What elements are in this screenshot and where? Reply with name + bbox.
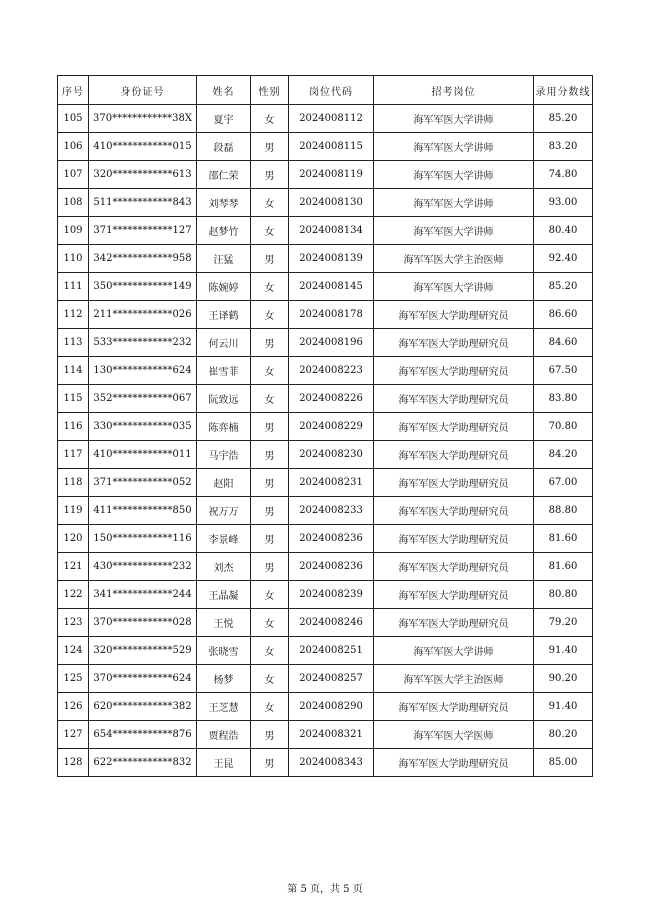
cell-score: 74.80 bbox=[534, 161, 593, 189]
cell-id-number: 371************127 bbox=[89, 217, 197, 245]
cell-index: 117 bbox=[58, 441, 89, 469]
page-number: 第 5 页，共 5 页 bbox=[287, 884, 363, 895]
cell-score: 81.60 bbox=[534, 553, 593, 581]
cell-index: 110 bbox=[58, 245, 89, 273]
cell-post: 海军军医大学助理研究员 bbox=[374, 553, 534, 581]
cell-score: 79.20 bbox=[534, 609, 593, 637]
cell-post-code: 2024008134 bbox=[289, 217, 374, 245]
cell-index: 119 bbox=[58, 497, 89, 525]
cell-id-number: 320************613 bbox=[89, 161, 197, 189]
cell-score: 70.80 bbox=[534, 413, 593, 441]
cell-index: 108 bbox=[58, 189, 89, 217]
cell-id-number: 370************38X bbox=[89, 105, 197, 133]
cell-id-number: 654************876 bbox=[89, 721, 197, 749]
cell-score: 67.00 bbox=[534, 469, 593, 497]
cell-post-code: 2024008343 bbox=[289, 749, 374, 777]
cell-post: 海军军医大学助理研究员 bbox=[374, 581, 534, 609]
cell-gender: 女 bbox=[251, 357, 289, 385]
cell-score: 85.20 bbox=[534, 105, 593, 133]
cell-index: 111 bbox=[58, 273, 89, 301]
cell-id-number: 370************624 bbox=[89, 665, 197, 693]
table-row bbox=[58, 385, 593, 413]
cell-post: 海军军医大学讲师 bbox=[374, 217, 534, 245]
admission-score-table bbox=[57, 75, 593, 777]
header-gender: 性别 bbox=[251, 76, 289, 105]
table-row bbox=[58, 133, 593, 161]
cell-index: 125 bbox=[58, 665, 89, 693]
header-name: 姓名 bbox=[197, 76, 251, 105]
cell-post-code: 2024008178 bbox=[289, 301, 374, 329]
cell-id-number: 130************624 bbox=[89, 357, 197, 385]
table-row bbox=[58, 665, 593, 693]
cell-gender: 女 bbox=[251, 301, 289, 329]
table-row bbox=[58, 525, 593, 553]
cell-post: 海军军医大学助理研究员 bbox=[374, 301, 534, 329]
cell-score: 85.20 bbox=[534, 273, 593, 301]
header-score: 录用分数线 bbox=[534, 76, 593, 105]
cell-post: 海军军医大学讲师 bbox=[374, 105, 534, 133]
cell-id-number: 371************052 bbox=[89, 469, 197, 497]
table-header-row bbox=[58, 76, 593, 105]
table-row bbox=[58, 301, 593, 329]
table-row bbox=[58, 581, 593, 609]
cell-name: 张晓雪 bbox=[197, 637, 251, 665]
cell-name: 马宇浩 bbox=[197, 441, 251, 469]
cell-gender: 男 bbox=[251, 133, 289, 161]
cell-score: 85.00 bbox=[534, 749, 593, 777]
table-row bbox=[58, 217, 593, 245]
cell-id-number: 350************149 bbox=[89, 273, 197, 301]
cell-id-number: 352************067 bbox=[89, 385, 197, 413]
table-row bbox=[58, 189, 593, 217]
cell-name: 王芝慧 bbox=[197, 693, 251, 721]
cell-gender: 男 bbox=[251, 553, 289, 581]
cell-post-code: 2024008112 bbox=[289, 105, 374, 133]
cell-index: 118 bbox=[58, 469, 89, 497]
cell-name: 刘琴琴 bbox=[197, 189, 251, 217]
cell-id-number: 411************850 bbox=[89, 497, 197, 525]
cell-post-code: 2024008196 bbox=[289, 329, 374, 357]
cell-name: 陈婉婷 bbox=[197, 273, 251, 301]
cell-gender: 男 bbox=[251, 413, 289, 441]
cell-post: 海军军医大学助理研究员 bbox=[374, 469, 534, 497]
cell-post: 海军军医大学助理研究员 bbox=[374, 693, 534, 721]
table-row bbox=[58, 637, 593, 665]
cell-post: 海军军医大学医师 bbox=[374, 721, 534, 749]
cell-name: 刘杰 bbox=[197, 553, 251, 581]
cell-post-code: 2024008226 bbox=[289, 385, 374, 413]
table-row bbox=[58, 749, 593, 777]
cell-name: 段磊 bbox=[197, 133, 251, 161]
cell-post-code: 2024008231 bbox=[289, 469, 374, 497]
cell-name: 王译鹤 bbox=[197, 301, 251, 329]
cell-id-number: 341************244 bbox=[89, 581, 197, 609]
cell-index: 122 bbox=[58, 581, 89, 609]
cell-gender: 女 bbox=[251, 609, 289, 637]
cell-index: 112 bbox=[58, 301, 89, 329]
cell-index: 106 bbox=[58, 133, 89, 161]
cell-post-code: 2024008230 bbox=[289, 441, 374, 469]
cell-post: 海军军医大学助理研究员 bbox=[374, 329, 534, 357]
cell-id-number: 330************035 bbox=[89, 413, 197, 441]
cell-gender: 男 bbox=[251, 721, 289, 749]
cell-post-code: 2024008119 bbox=[289, 161, 374, 189]
cell-name: 杨梦 bbox=[197, 665, 251, 693]
cell-post-code: 2024008246 bbox=[289, 609, 374, 637]
cell-gender: 男 bbox=[251, 245, 289, 273]
table-row bbox=[58, 609, 593, 637]
cell-name: 贾程浩 bbox=[197, 721, 251, 749]
cell-score: 80.80 bbox=[534, 581, 593, 609]
header-id-number: 身份证号 bbox=[89, 76, 197, 105]
cell-post-code: 2024008139 bbox=[289, 245, 374, 273]
table-row bbox=[58, 497, 593, 525]
cell-gender: 女 bbox=[251, 217, 289, 245]
cell-name: 王悦 bbox=[197, 609, 251, 637]
cell-gender: 男 bbox=[251, 469, 289, 497]
cell-post-code: 2024008239 bbox=[289, 581, 374, 609]
cell-index: 128 bbox=[58, 749, 89, 777]
cell-post: 海军军医大学讲师 bbox=[374, 189, 534, 217]
cell-name: 汪猛 bbox=[197, 245, 251, 273]
table-row bbox=[58, 693, 593, 721]
cell-index: 116 bbox=[58, 413, 89, 441]
cell-score: 92.40 bbox=[534, 245, 593, 273]
cell-post-code: 2024008145 bbox=[289, 273, 374, 301]
cell-score: 91.40 bbox=[534, 693, 593, 721]
cell-gender: 男 bbox=[251, 497, 289, 525]
cell-post: 海军军医大学助理研究员 bbox=[374, 413, 534, 441]
cell-gender: 女 bbox=[251, 385, 289, 413]
cell-post: 海军军医大学主治医师 bbox=[374, 245, 534, 273]
cell-post: 海军军医大学主治医师 bbox=[374, 665, 534, 693]
cell-name: 邵仁荣 bbox=[197, 161, 251, 189]
cell-post-code: 2024008130 bbox=[289, 189, 374, 217]
cell-id-number: 430************232 bbox=[89, 553, 197, 581]
cell-post: 海军军医大学助理研究员 bbox=[374, 441, 534, 469]
table-row bbox=[58, 245, 593, 273]
cell-score: 67.50 bbox=[534, 357, 593, 385]
cell-name: 赵阳 bbox=[197, 469, 251, 497]
table-row bbox=[58, 721, 593, 749]
cell-post: 海军军医大学讲师 bbox=[374, 161, 534, 189]
cell-score: 81.60 bbox=[534, 525, 593, 553]
cell-id-number: 410************011 bbox=[89, 441, 197, 469]
cell-id-number: 620************382 bbox=[89, 693, 197, 721]
table-row bbox=[58, 105, 593, 133]
cell-post-code: 2024008233 bbox=[289, 497, 374, 525]
table-row bbox=[58, 413, 593, 441]
table-row bbox=[58, 357, 593, 385]
cell-id-number: 622************832 bbox=[89, 749, 197, 777]
cell-id-number: 211************026 bbox=[89, 301, 197, 329]
cell-post-code: 2024008236 bbox=[289, 525, 374, 553]
cell-index: 123 bbox=[58, 609, 89, 637]
cell-id-number: 511************843 bbox=[89, 189, 197, 217]
cell-gender: 女 bbox=[251, 189, 289, 217]
cell-id-number: 342************958 bbox=[89, 245, 197, 273]
cell-name: 夏宇 bbox=[197, 105, 251, 133]
cell-index: 121 bbox=[58, 553, 89, 581]
header-post-code: 岗位代码 bbox=[289, 76, 374, 105]
cell-index: 120 bbox=[58, 525, 89, 553]
cell-name: 李景峰 bbox=[197, 525, 251, 553]
cell-name: 王晶凝 bbox=[197, 581, 251, 609]
cell-gender: 男 bbox=[251, 749, 289, 777]
cell-name: 阮致远 bbox=[197, 385, 251, 413]
table-row bbox=[58, 553, 593, 581]
cell-name: 王昆 bbox=[197, 749, 251, 777]
cell-post: 海军军医大学助理研究员 bbox=[374, 357, 534, 385]
cell-post-code: 2024008290 bbox=[289, 693, 374, 721]
cell-gender: 女 bbox=[251, 581, 289, 609]
cell-id-number: 150************116 bbox=[89, 525, 197, 553]
cell-gender: 男 bbox=[251, 329, 289, 357]
cell-name: 赵梦竹 bbox=[197, 217, 251, 245]
cell-index: 107 bbox=[58, 161, 89, 189]
cell-post: 海军军医大学助理研究员 bbox=[374, 749, 534, 777]
cell-score: 80.20 bbox=[534, 721, 593, 749]
table-row bbox=[58, 469, 593, 497]
cell-name: 祝万万 bbox=[197, 497, 251, 525]
cell-index: 127 bbox=[58, 721, 89, 749]
cell-score: 80.40 bbox=[534, 217, 593, 245]
table-row bbox=[58, 441, 593, 469]
cell-post-code: 2024008236 bbox=[289, 553, 374, 581]
cell-post-code: 2024008223 bbox=[289, 357, 374, 385]
header-post: 招考岗位 bbox=[374, 76, 534, 105]
cell-post: 海军军医大学助理研究员 bbox=[374, 609, 534, 637]
cell-score: 88.80 bbox=[534, 497, 593, 525]
cell-score: 91.40 bbox=[534, 637, 593, 665]
cell-id-number: 320************529 bbox=[89, 637, 197, 665]
cell-post: 海军军医大学助理研究员 bbox=[374, 497, 534, 525]
table-row bbox=[58, 329, 593, 357]
cell-index: 114 bbox=[58, 357, 89, 385]
cell-gender: 女 bbox=[251, 637, 289, 665]
cell-index: 124 bbox=[58, 637, 89, 665]
cell-post: 海军军医大学讲师 bbox=[374, 273, 534, 301]
cell-score: 83.20 bbox=[534, 133, 593, 161]
cell-index: 126 bbox=[58, 693, 89, 721]
cell-score: 90.20 bbox=[534, 665, 593, 693]
cell-id-number: 410************015 bbox=[89, 133, 197, 161]
table-row bbox=[58, 273, 593, 301]
cell-post-code: 2024008321 bbox=[289, 721, 374, 749]
cell-gender: 男 bbox=[251, 441, 289, 469]
cell-gender: 女 bbox=[251, 693, 289, 721]
cell-post-code: 2024008257 bbox=[289, 665, 374, 693]
cell-id-number: 533************232 bbox=[89, 329, 197, 357]
cell-index: 113 bbox=[58, 329, 89, 357]
cell-post: 海军军医大学讲师 bbox=[374, 637, 534, 665]
cell-score: 84.60 bbox=[534, 329, 593, 357]
cell-post: 海军军医大学助理研究员 bbox=[374, 525, 534, 553]
cell-index: 115 bbox=[58, 385, 89, 413]
cell-gender: 男 bbox=[251, 161, 289, 189]
cell-name: 何云川 bbox=[197, 329, 251, 357]
cell-name: 崔雪菲 bbox=[197, 357, 251, 385]
table-row bbox=[58, 161, 593, 189]
cell-gender: 女 bbox=[251, 273, 289, 301]
header-index: 序号 bbox=[58, 76, 89, 105]
cell-post-code: 2024008229 bbox=[289, 413, 374, 441]
cell-index: 109 bbox=[58, 217, 89, 245]
cell-score: 84.20 bbox=[534, 441, 593, 469]
cell-gender: 男 bbox=[251, 525, 289, 553]
cell-post: 海军军医大学助理研究员 bbox=[374, 385, 534, 413]
cell-post-code: 2024008115 bbox=[289, 133, 374, 161]
cell-score: 86.60 bbox=[534, 301, 593, 329]
cell-gender: 女 bbox=[251, 665, 289, 693]
cell-score: 93.00 bbox=[534, 189, 593, 217]
cell-gender: 女 bbox=[251, 105, 289, 133]
cell-name: 陈弈楠 bbox=[197, 413, 251, 441]
cell-index: 105 bbox=[58, 105, 89, 133]
table-body bbox=[58, 105, 593, 777]
cell-post-code: 2024008251 bbox=[289, 637, 374, 665]
cell-id-number: 370************028 bbox=[89, 609, 197, 637]
cell-post: 海军军医大学讲师 bbox=[374, 133, 534, 161]
cell-score: 83.80 bbox=[534, 385, 593, 413]
